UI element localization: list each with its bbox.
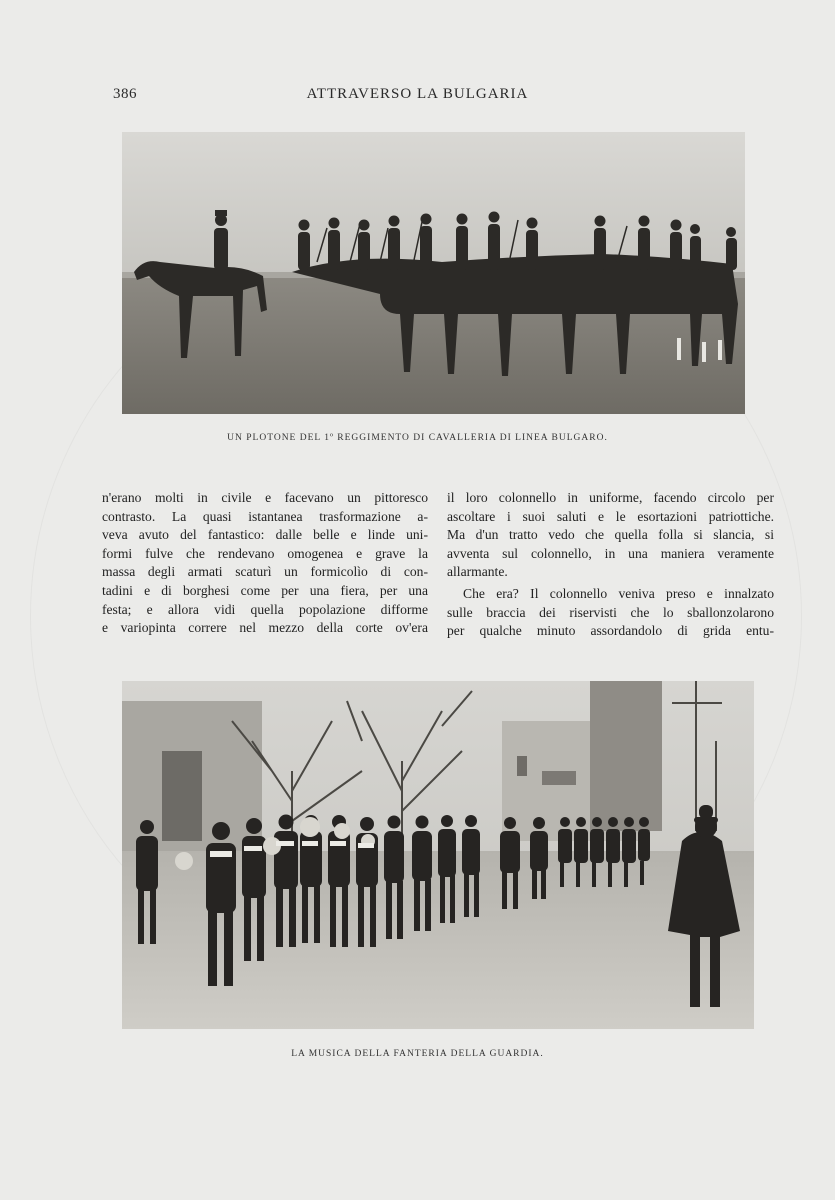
text-line: veva avuto del fantastico: dalle belle e linde uni- (102, 527, 428, 543)
text-line: avventa sul colonnello, in una maniera veramente (447, 545, 774, 561)
text-line: per qualche minuto assordandolo di grida entu- (447, 623, 774, 639)
band-photo (122, 681, 754, 1029)
text-line: allarmante. (447, 564, 508, 580)
page-number: 386 (113, 86, 137, 102)
text-line: contrasto. La quasi istantanea trasformazione a- (102, 508, 428, 524)
text-column-left (102, 489, 428, 638)
text-line: Che era? Il colonnello veniva preso e innalzato (463, 585, 774, 601)
text-line: festa; e allora vidi quella popolazione difforme (102, 601, 428, 617)
text-line: n'erano molti in civile e facevano un pittoresco (102, 490, 428, 505)
figure-caption-cavalry: UN PLOTONE DEL 1º REGGIMENTO DI CAVALLERIA DI LINEA BULGARO. (227, 433, 608, 443)
cavalry-photo (122, 132, 745, 414)
text-line: tadini e di borghesi come per una fiera, per una (102, 582, 428, 598)
text-line: e variopinta correre nel mezzo della corte ov'era (102, 620, 428, 636)
cavalry-illustration (122, 132, 745, 414)
text-column-right (447, 489, 774, 641)
text-line: sulle braccia dei riservisti che lo sballonzolarono (447, 604, 774, 620)
text-line: ascoltare i suoi saluti e le esortazioni patriottiche. (447, 508, 774, 524)
band-illustration (122, 681, 754, 1029)
text-line: Ma d'un tratto vedo che quella folla si slancia, si (447, 527, 774, 543)
running-title: ATTRAVERSO LA BULGARIA (306, 86, 529, 102)
figure-caption-band: LA MUSICA DELLA FANTERIA DELLA GUARDIA. (291, 1049, 544, 1059)
text-line: massa degli armati scaturì un formicolìo di con- (102, 564, 428, 580)
text-line: il loro colonnello in uniforme, facendo circolo per (447, 490, 774, 505)
text-line: formi fulve che rendevano omogenea e grave la (102, 545, 428, 561)
